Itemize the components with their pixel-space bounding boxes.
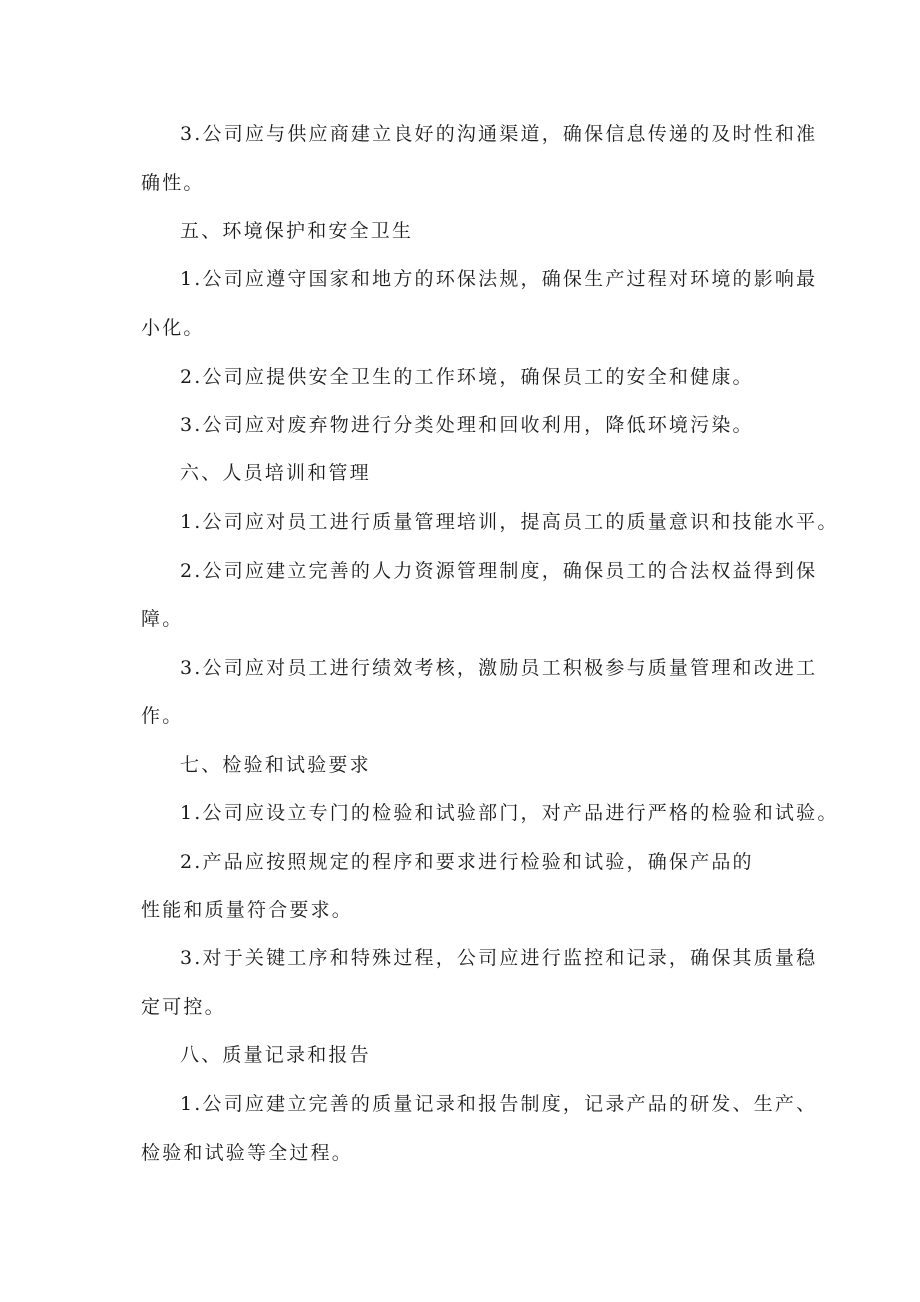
paragraph-training-3: 3.公司应对员工进行绩效考核，激励员工积极参与质量管理和改进工 xyxy=(180,657,818,679)
paragraph-inspection-2: 2.产品应按照规定的程序和要求进行检验和试验，确保产品的 xyxy=(180,851,754,873)
paragraph-inspection-3: 3.对于关键工序和特殊过程，公司应进行监控和记录，确保其质量稳 xyxy=(180,947,818,969)
paragraph-records-1: 1.公司应建立完善的质量记录和报告制度，记录产品的研发、生产、 xyxy=(180,1093,818,1115)
paragraph-inspection-3-cont: 定可控。 xyxy=(141,996,226,1018)
section-heading-environment: 五、环境保护和安全卫生 xyxy=(180,220,414,242)
paragraph-training-1: 1.公司应对员工进行质量管理培训，提高员工的质量意识和技能水平。 xyxy=(180,511,839,533)
section-heading-training: 六、人员培训和管理 xyxy=(180,462,371,484)
paragraph-training-2: 2.公司应建立完善的人力资源管理制度，确保员工的合法权益得到保 xyxy=(180,560,818,582)
paragraph-records-1-cont: 检验和试验等全过程。 xyxy=(141,1142,354,1164)
paragraph-inspection-1: 1.公司应设立专门的检验和试验部门，对产品进行严格的检验和试验。 xyxy=(180,802,839,824)
paragraph-environment-1: 1.公司应遵守国家和地方的环保法规，确保生产过程对环境的影响最 xyxy=(180,268,818,290)
paragraph-training-3-cont: 作。 xyxy=(141,705,184,727)
paragraph-supplier-communication-cont: 确性。 xyxy=(141,172,205,194)
paragraph-training-2-cont: 障。 xyxy=(141,608,184,630)
paragraph-environment-1-cont: 小化。 xyxy=(141,317,205,339)
section-heading-inspection: 七、检验和试验要求 xyxy=(180,754,371,776)
paragraph-inspection-2-cont: 性能和质量符合要求。 xyxy=(141,899,354,921)
section-heading-records: 八、质量记录和报告 xyxy=(180,1044,371,1066)
paragraph-environment-2: 2.公司应提供安全卫生的工作环境，确保员工的安全和健康。 xyxy=(180,366,754,388)
paragraph-environment-3: 3.公司应对废弃物进行分类处理和回收利用，降低环境污染。 xyxy=(180,414,754,436)
paragraph-supplier-communication: 3.公司应与供应商建立良好的沟通渠道，确保信息传递的及时性和准 xyxy=(180,123,818,145)
